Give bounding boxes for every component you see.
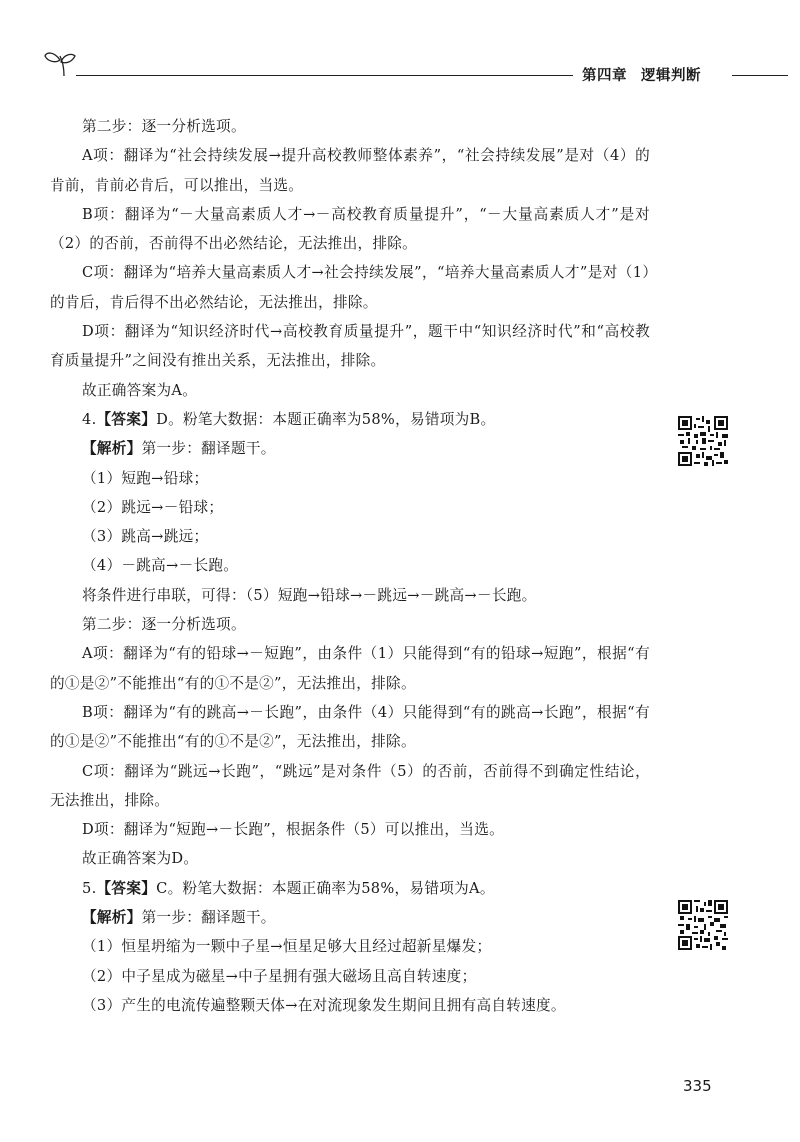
q4-answer-line <box>50 405 650 434</box>
final-answer: 故正确答案为A。 <box>82 381 198 399</box>
chapter-title: 逻辑判断 <box>641 68 701 84</box>
q5-condition-3: （3）产生的电流传遍整颗天体→在对流现象发生期间且拥有高自转速度。 <box>82 996 566 1014</box>
q5-answer-tag: 【答案】 <box>96 879 157 897</box>
header-rule-left <box>76 75 573 76</box>
sprout-icon <box>42 48 78 78</box>
q5-analysis-text: 第一步：翻译题干。 <box>141 909 276 927</box>
option-b-analysis: B项：翻译为“－大量高素质人才→－高校教育质量提升”，“－大量高素质人才”是对（2）的否前，否前得不出必然结论，无法推出，排除。 <box>50 205 650 253</box>
q4-chain: 将条件进行串联，可得：（5）短跑→铅球→－跳远→－跳高→－长跑。 <box>82 586 537 604</box>
q4-analysis-text: 第一步：翻译题干。 <box>141 440 276 458</box>
q4-option-a: A项：翻译为“有的铅球→－短跑”，由条件（1）只能得到“有的铅球→短跑”，根据“有的①是②”不能推出“有的①不是②”，无法推出，排除。 <box>50 645 650 692</box>
q5-answer-line <box>50 874 650 903</box>
q4-option-c: C项：翻译为“跳远→长跑”，“跳远”是对条件（5）的否前，否前得不到确定性结论，无法推出，排除。 <box>50 762 650 809</box>
qr-code-question-5[interactable] <box>678 900 728 950</box>
q4-analysis-line <box>50 434 650 463</box>
q4-answer-text: D。粉笔大数据：本题正确率为58%，易错项为B。 <box>156 410 496 428</box>
step-two-heading: 第二步：逐一分析选项。 <box>82 118 246 135</box>
q4-number: 4. <box>82 410 97 428</box>
q5-condition-2: （2）中子星成为磁星→中子星拥有强大磁场且高自转速度； <box>82 967 477 985</box>
chapter-number: 第四章 <box>582 68 627 84</box>
q5-number: 5. <box>82 879 97 897</box>
q4-step-two: 第二步：逐一分析选项。 <box>82 616 246 634</box>
q4-condition-3: （3）跳高→跳远； <box>82 528 209 546</box>
option-d-analysis: D项：翻译为“知识经济时代→高校教育质量提升”，题干中“知识经济时代”和“高校教育质量提升”之间没有推出关系，无法推出，排除。 <box>50 323 650 370</box>
chapter-header <box>582 64 701 85</box>
page-number: 335 <box>683 1077 712 1095</box>
q5-analysis-tag: 【解析】 <box>82 909 142 927</box>
q4-option-b: B项：翻译为“有的跳高→－长跑”，由条件（4）只能得到“有的跳高→长跑”，根据“有的①是②”不能推出“有的①不是②”，无法推出，排除。 <box>50 703 650 751</box>
q4-condition-4: （4）－跳高→－长跑。 <box>82 557 239 575</box>
qr-code-question-4[interactable] <box>678 416 728 466</box>
option-a-analysis: A项：翻译为“社会持续发展→提升高校教师整体素养”，“社会持续发展”是对（4）的肯前，肯前必肯后，可以推出，当选。 <box>50 147 650 194</box>
option-c-analysis: C项：翻译为“培养大量高素质人才→社会持续发展”，“培养大量高素质人才”是对（1）的肯后，肯后得不出必然结论，无法推出，排除。 <box>50 264 650 311</box>
q4-final-answer: 故正确答案为D。 <box>82 850 199 868</box>
q4-option-d: D项：翻译为“短跑→－长跑”，根据条件（5）可以推出，当选。 <box>82 821 504 839</box>
q5-analysis-line <box>50 903 650 932</box>
q4-condition-2: （2）跳远→－铅球； <box>82 498 224 516</box>
q4-answer-tag: 【答案】 <box>96 410 157 428</box>
header-rule-right <box>732 75 788 76</box>
q5-condition-1: （1）恒星坍缩为一颗中子星→恒星足够大且经过超新星爆发； <box>82 938 492 956</box>
page-body <box>50 112 650 1020</box>
q4-analysis-tag: 【解析】 <box>82 440 142 458</box>
q4-condition-1: （1）短跑→铅球； <box>82 469 209 487</box>
q5-answer-text: C。粉笔大数据：本题正确率为58%，易错项为A。 <box>156 879 495 897</box>
